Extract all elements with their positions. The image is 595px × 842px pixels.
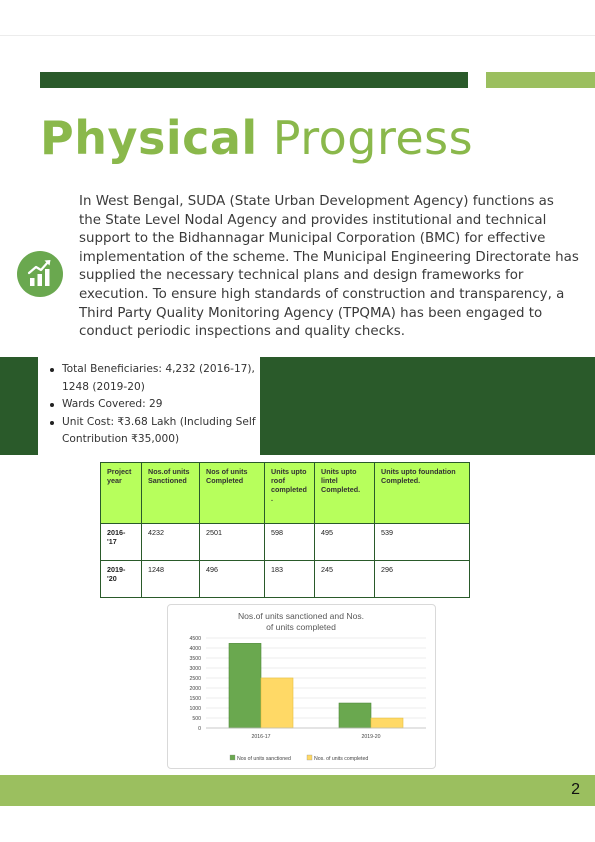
x-tick-label: 2019-20: [361, 734, 381, 740]
y-tick-label: 2000: [189, 686, 201, 692]
page-title-bold: Physical: [40, 111, 258, 165]
bar-chart-growth-icon: [17, 251, 63, 297]
key-facts-list: [40, 361, 258, 449]
table-cell: 495: [315, 524, 375, 561]
band-left: [0, 357, 38, 455]
y-tick-label: 2500: [189, 676, 201, 682]
fact-unit-cost: Unit Cost: ₹3.68 Lakh (Including Self Contribution ₹35,000): [40, 414, 258, 449]
bar: [229, 643, 261, 728]
footer-bar: [0, 775, 595, 806]
table-header-cell: Project year: [101, 463, 142, 524]
y-tick-label: 1500: [189, 696, 201, 702]
legend-swatch: [230, 755, 235, 760]
table-header-cell: Nos of units Completed: [200, 463, 265, 524]
page-number: 2: [571, 781, 580, 798]
table-cell-year: 2019-'20: [101, 561, 142, 598]
chart-title: of units completed: [266, 622, 336, 632]
legend-label: Nos of units sanctioned: [237, 756, 291, 762]
table-cell: 245: [315, 561, 375, 598]
table-header-row: [101, 463, 470, 524]
table-cell-year: 2016-'17: [101, 524, 142, 561]
y-tick-label: 1000: [189, 706, 201, 712]
table-cell: 4232: [142, 524, 200, 561]
y-tick-label: 3000: [189, 666, 201, 672]
header-bar-dark: [40, 72, 468, 88]
x-tick-label: 2016-17: [251, 734, 271, 740]
table-cell: 496: [200, 561, 265, 598]
fact-wards-covered: Wards Covered: 29: [40, 396, 258, 414]
units-chart-svg: [168, 605, 435, 768]
bar: [371, 718, 403, 728]
table-cell: 296: [375, 561, 470, 598]
legend-label: Nos. of units completed: [314, 756, 369, 762]
chart-title: Nos.of units sanctioned and Nos.: [237, 611, 365, 621]
page-title-light: Progress: [257, 111, 474, 165]
table-header-cell: Nos.of units Sanctioned: [142, 463, 200, 524]
table-header-cell: Units upto foundation Completed.: [375, 463, 470, 524]
table-cell: 598: [265, 524, 315, 561]
bar: [261, 678, 293, 728]
y-tick-label: 0: [198, 726, 201, 732]
page-title: [40, 110, 473, 166]
table-cell: 1248: [142, 561, 200, 598]
y-tick-label: 500: [192, 716, 201, 722]
progress-table: [100, 462, 470, 598]
top-rule: [0, 35, 595, 36]
fact-total-beneficiaries: Total Beneficiaries: 4,232 (2016-17), 1248 (2019-20): [40, 361, 258, 396]
table-cell: 183: [265, 561, 315, 598]
table-cell: 2501: [200, 524, 265, 561]
y-tick-label: 3500: [189, 656, 201, 662]
table-cell: 539: [375, 524, 470, 561]
band-right: [260, 357, 595, 455]
table-row: [101, 561, 470, 598]
legend-swatch: [307, 755, 312, 760]
intro-paragraph: In West Bengal, SUDA (State Urban Development Agency) functions as the State Level Nodal Agency and provides institutional and technical support to the Bidhannagar Municipal Corporation (BMC) for effective implementation of the scheme. The Municipal Engineering Directorate has supplied the necessary technical plans and design frameworks for execution. To ensure high standards of construction and transparency, a Third Party Quality Monitoring Agency (TPQMA) has been engaged to conduct periodic inspections and quality checks.: [79, 194, 579, 340]
bar: [339, 703, 371, 728]
units-chart: [167, 604, 436, 769]
table-row: [101, 524, 470, 561]
table-header-cell: Units upto roof completed .: [265, 463, 315, 524]
y-tick-label: 4000: [189, 646, 201, 652]
table-header-cell: Units upto lintel Completed.: [315, 463, 375, 524]
y-tick-label: 4500: [189, 636, 201, 642]
header-bar-light: [486, 72, 595, 88]
